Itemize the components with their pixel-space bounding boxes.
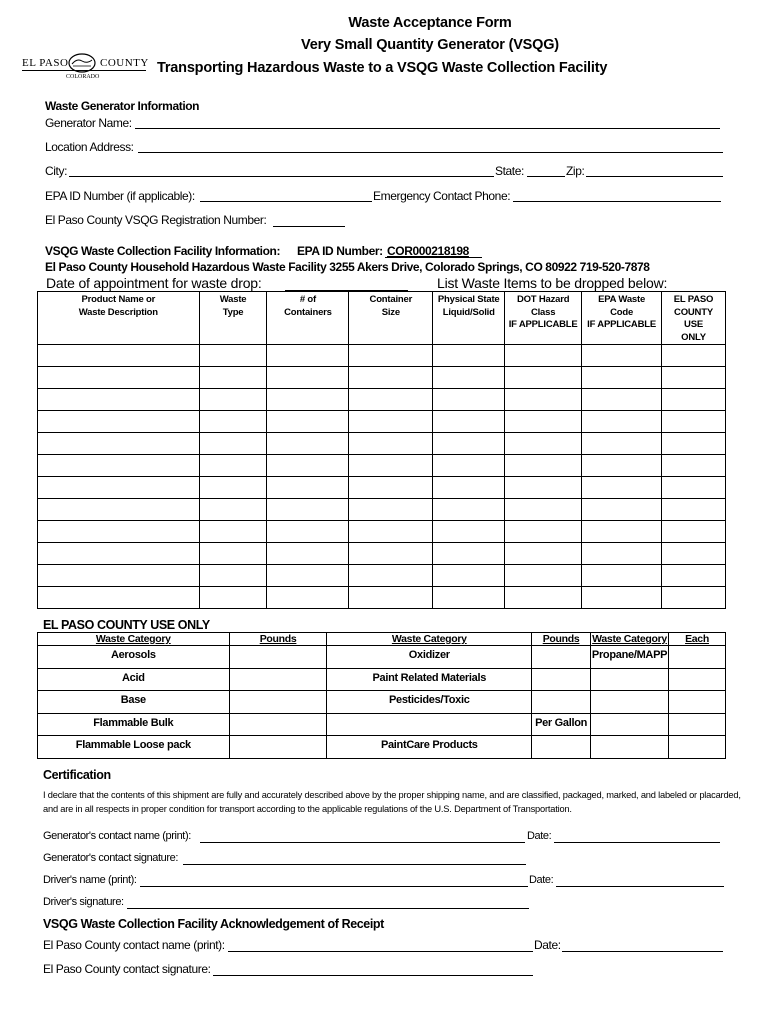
- category-cell[interactable]: [532, 668, 591, 691]
- waste-item-cell[interactable]: [505, 411, 582, 433]
- waste-item-cell[interactable]: [38, 367, 200, 389]
- waste-item-row: [38, 499, 726, 521]
- waste-item-cell[interactable]: [582, 521, 662, 543]
- category-cell: Pesticides/Toxic: [327, 691, 532, 714]
- waste-item-cell[interactable]: [199, 543, 267, 565]
- category-row: [38, 668, 726, 691]
- waste-item-row: [38, 455, 726, 477]
- waste-item-cell[interactable]: [662, 411, 726, 433]
- waste-item-cell[interactable]: [199, 345, 267, 367]
- category-cell[interactable]: [229, 691, 327, 714]
- category-cell[interactable]: [591, 691, 669, 714]
- driver-date-field[interactable]: [556, 886, 724, 887]
- waste-item-cell[interactable]: [505, 345, 582, 367]
- category-cell: Flammable Loose pack: [38, 736, 230, 759]
- waste-item-cell[interactable]: [38, 455, 200, 477]
- list-waste-label: List Waste Items to be dropped below:: [437, 275, 668, 291]
- certification-heading: Certification: [43, 768, 111, 782]
- form-subtitle: Very Small Quantity Generator (VSQG): [301, 37, 559, 53]
- waste-item-row: [38, 389, 726, 411]
- waste-item-cell[interactable]: [662, 367, 726, 389]
- cat-header-waste-category-3: Waste Category: [592, 633, 667, 645]
- waste-item-cell[interactable]: [38, 521, 200, 543]
- waste-item-cell[interactable]: [582, 565, 662, 587]
- category-cell: Flammable Bulk: [38, 713, 230, 736]
- city-label: City:: [45, 164, 68, 178]
- waste-item-row: [38, 345, 726, 367]
- epa-id-field[interactable]: [200, 201, 372, 202]
- location-address-field[interactable]: [138, 152, 723, 153]
- waste-item-cell[interactable]: [582, 367, 662, 389]
- form-subtitle-2: Transporting Hazardous Waste to a VSQG Waste Collection Facility: [157, 60, 608, 76]
- waste-item-cell[interactable]: [267, 521, 349, 543]
- acknowledgement-heading: VSQG Waste Collection Facility Acknowledgement of Receipt: [43, 917, 384, 931]
- category-row: [38, 713, 726, 736]
- waste-item-cell[interactable]: [433, 455, 505, 477]
- waste-item-cell[interactable]: [349, 587, 433, 609]
- waste-item-row: [38, 521, 726, 543]
- waste-item-cell[interactable]: [199, 433, 267, 455]
- waste-item-cell[interactable]: [349, 477, 433, 499]
- waste-item-cell[interactable]: [349, 543, 433, 565]
- form-title: Waste Acceptance Form: [348, 15, 512, 31]
- county-date-field[interactable]: [562, 951, 723, 952]
- waste-item-row: [38, 477, 726, 499]
- waste-item-cell[interactable]: [199, 499, 267, 521]
- header-waste-type: Waste Type: [199, 292, 267, 345]
- waste-item-cell[interactable]: [267, 565, 349, 587]
- waste-item-cell[interactable]: [349, 565, 433, 587]
- generator-name-field[interactable]: [135, 128, 720, 129]
- waste-item-cell[interactable]: [199, 565, 267, 587]
- generator-contact-name-label: Generator's contact name (print):: [43, 830, 191, 842]
- waste-item-cell[interactable]: [433, 499, 505, 521]
- certification-text: I declare that the contents of this shipment are fully and accurately described above by the proper shipping name, and are classified, packaged, marked, and labeled or placarded, and are in all respects in proper condition for transport according to the applicable regulations of the U.S. Department of Transportation.: [43, 790, 741, 814]
- header-containers: # of Containers: [267, 292, 349, 345]
- category-cell: Propane/MAPP: [591, 646, 669, 669]
- waste-item-row: [38, 433, 726, 455]
- cat-header-waste-category-1: Waste Category: [38, 633, 230, 646]
- waste-item-cell[interactable]: [505, 543, 582, 565]
- category-row: [38, 691, 726, 714]
- waste-item-cell[interactable]: [433, 543, 505, 565]
- waste-item-cell[interactable]: [505, 499, 582, 521]
- waste-item-cell[interactable]: [38, 411, 200, 433]
- waste-item-cell[interactable]: [662, 455, 726, 477]
- header-epa-code: EPA Waste Code IF APPLICABLE: [582, 292, 662, 345]
- generator-date-label: Date:: [527, 830, 552, 842]
- county-date-label: Date:: [534, 938, 561, 952]
- waste-item-cell[interactable]: [582, 389, 662, 411]
- city-field[interactable]: [69, 176, 494, 177]
- county-contact-signature-field[interactable]: [213, 975, 533, 976]
- waste-item-cell[interactable]: [349, 389, 433, 411]
- waste-item-cell[interactable]: [199, 521, 267, 543]
- waste-item-cell[interactable]: [505, 367, 582, 389]
- cat-header-pounds-1: Pounds: [229, 633, 327, 646]
- waste-item-cell[interactable]: [505, 455, 582, 477]
- zip-label: Zip:: [566, 164, 585, 178]
- category-cell: Paint Related Materials: [327, 668, 532, 691]
- waste-item-row: [38, 411, 726, 433]
- waste-item-cell[interactable]: [582, 345, 662, 367]
- header-product-name: Product Name or Waste Description: [38, 292, 200, 345]
- generator-name-label: Generator Name:: [45, 116, 132, 130]
- waste-item-cell[interactable]: [433, 433, 505, 455]
- waste-item-cell[interactable]: [199, 411, 267, 433]
- generator-contact-name-field[interactable]: [200, 842, 525, 843]
- waste-item-cell[interactable]: [582, 499, 662, 521]
- waste-item-cell[interactable]: [582, 543, 662, 565]
- category-cell: Per Gallon: [532, 713, 591, 736]
- waste-item-row: [38, 367, 726, 389]
- waste-item-row: [38, 543, 726, 565]
- category-cell[interactable]: [532, 691, 591, 714]
- category-cell: Acid: [38, 668, 230, 691]
- waste-item-cell[interactable]: [505, 389, 582, 411]
- waste-item-cell[interactable]: [267, 499, 349, 521]
- waste-item-cell[interactable]: [38, 565, 200, 587]
- county-use-table: [37, 632, 726, 759]
- waste-item-cell[interactable]: [267, 543, 349, 565]
- driver-date-label: Date:: [529, 874, 554, 886]
- waste-item-cell[interactable]: [662, 565, 726, 587]
- driver-signature-field[interactable]: [127, 908, 529, 909]
- waste-item-cell[interactable]: [267, 411, 349, 433]
- waste-item-cell[interactable]: [433, 411, 505, 433]
- category-cell[interactable]: [669, 668, 726, 691]
- waste-item-cell[interactable]: [582, 433, 662, 455]
- facility-epa-number: COR000218198: [387, 244, 469, 258]
- category-cell[interactable]: [532, 736, 591, 759]
- category-cell: Base: [38, 691, 230, 714]
- waste-item-cell[interactable]: [505, 587, 582, 609]
- waste-item-cell[interactable]: [505, 433, 582, 455]
- waste-item-cell[interactable]: [267, 345, 349, 367]
- category-cell[interactable]: [669, 713, 726, 736]
- waste-item-cell[interactable]: [349, 367, 433, 389]
- waste-item-cell[interactable]: [38, 543, 200, 565]
- emergency-phone-label: Emergency Contact Phone:: [373, 189, 511, 203]
- driver-name-label: Driver's name (print):: [43, 874, 137, 886]
- state-field[interactable]: [527, 176, 565, 177]
- waste-item-cell[interactable]: [349, 521, 433, 543]
- category-cell[interactable]: [591, 668, 669, 691]
- waste-item-cell[interactable]: [199, 389, 267, 411]
- waste-item-cell[interactable]: [662, 433, 726, 455]
- registration-number-label: El Paso County VSQG Registration Number:: [45, 213, 267, 227]
- waste-item-cell[interactable]: [433, 521, 505, 543]
- category-cell[interactable]: [229, 736, 327, 759]
- driver-signature-label: Driver's signature:: [43, 896, 124, 908]
- waste-item-cell[interactable]: [38, 499, 200, 521]
- county-contact-name-field[interactable]: [228, 951, 533, 952]
- header-container-size: Container Size: [349, 292, 433, 345]
- category-cell[interactable]: [591, 736, 669, 759]
- emergency-phone-field[interactable]: [513, 201, 721, 202]
- waste-item-cell[interactable]: [505, 477, 582, 499]
- category-cell[interactable]: [532, 646, 591, 669]
- waste-item-cell[interactable]: [433, 367, 505, 389]
- waste-item-row: [38, 565, 726, 587]
- waste-items-table: [37, 291, 726, 609]
- waste-item-cell[interactable]: [582, 411, 662, 433]
- cat-header-pounds-2: Pounds: [532, 633, 591, 646]
- category-cell[interactable]: [591, 713, 669, 736]
- waste-item-cell[interactable]: [349, 345, 433, 367]
- waste-item-cell[interactable]: [199, 477, 267, 499]
- generator-signature-field[interactable]: [183, 864, 526, 865]
- waste-item-cell[interactable]: [662, 389, 726, 411]
- cat-header-each: Each: [669, 633, 726, 646]
- waste-item-cell[interactable]: [349, 455, 433, 477]
- facility-epa-label: EPA ID Number:: [297, 244, 383, 258]
- waste-item-cell[interactable]: [662, 521, 726, 543]
- waste-item-cell[interactable]: [199, 587, 267, 609]
- driver-name-field[interactable]: [140, 886, 528, 887]
- waste-item-cell[interactable]: [433, 477, 505, 499]
- waste-item-cell[interactable]: [433, 345, 505, 367]
- waste-item-cell[interactable]: [38, 389, 200, 411]
- waste-item-cell[interactable]: [349, 499, 433, 521]
- category-cell: Oxidizer: [327, 646, 532, 669]
- county-contact-name-label: El Paso County contact name (print):: [43, 938, 225, 952]
- facility-address: El Paso County Household Hazardous Waste Facility 3255 Akers Drive, Colorado Springs, CO 80922 719-520-7878: [45, 260, 650, 274]
- waste-item-cell[interactable]: [267, 367, 349, 389]
- waste-item-cell[interactable]: [582, 455, 662, 477]
- waste-item-row: [38, 587, 726, 609]
- waste-item-cell[interactable]: [199, 455, 267, 477]
- category-cell[interactable]: [327, 713, 532, 736]
- waste-item-cell[interactable]: [349, 433, 433, 455]
- county-contact-signature-label: El Paso County contact signature:: [43, 962, 211, 976]
- waste-item-cell[interactable]: [267, 477, 349, 499]
- category-row: [38, 736, 726, 759]
- location-address-label: Location Address:: [45, 140, 134, 154]
- category-cell: Aerosols: [38, 646, 230, 669]
- category-cell: PaintCare Products: [327, 736, 532, 759]
- category-cell[interactable]: [669, 691, 726, 714]
- category-cell[interactable]: [229, 668, 327, 691]
- waste-item-cell[interactable]: [267, 433, 349, 455]
- waste-item-cell[interactable]: [433, 389, 505, 411]
- category-cell[interactable]: [669, 736, 726, 759]
- logo-left-text: EL PASO: [22, 57, 69, 69]
- waste-item-cell[interactable]: [662, 345, 726, 367]
- waste-item-cell[interactable]: [662, 499, 726, 521]
- waste-item-cell[interactable]: [267, 587, 349, 609]
- state-label: State:: [495, 164, 524, 178]
- waste-item-cell[interactable]: [349, 411, 433, 433]
- waste-item-cell[interactable]: [582, 477, 662, 499]
- category-cell[interactable]: [229, 646, 327, 669]
- generator-heading: Waste Generator Information: [45, 99, 200, 113]
- waste-item-cell[interactable]: [433, 565, 505, 587]
- waste-item-cell[interactable]: [662, 543, 726, 565]
- waste-item-cell[interactable]: [267, 455, 349, 477]
- category-row: [38, 646, 726, 669]
- category-cell[interactable]: [669, 646, 726, 669]
- epa-id-label: EPA ID Number (if applicable):: [45, 189, 195, 203]
- waste-item-cell[interactable]: [433, 587, 505, 609]
- waste-item-cell[interactable]: [38, 587, 200, 609]
- category-cell[interactable]: [229, 713, 327, 736]
- appointment-date-label: Date of appointment for waste drop:: [46, 275, 262, 291]
- facility-info-label: VSQG Waste Collection Facility Information:: [45, 244, 281, 258]
- el-paso-county-logo: [22, 48, 149, 86]
- registration-number-field[interactable]: [273, 226, 345, 227]
- waste-item-cell[interactable]: [582, 587, 662, 609]
- header-dot-hazard: DOT Hazard Class IF APPLICABLE: [505, 292, 582, 345]
- waste-item-cell[interactable]: [267, 389, 349, 411]
- waste-item-cell[interactable]: [505, 521, 582, 543]
- header-county-use: EL PASO COUNTY USE ONLY: [662, 292, 726, 345]
- county-use-heading: EL PASO COUNTY USE ONLY: [43, 618, 210, 632]
- waste-item-cell[interactable]: [505, 565, 582, 587]
- logo-right-text: COUNTY: [100, 57, 149, 69]
- waste-item-cell[interactable]: [662, 477, 726, 499]
- generator-signature-label: Generator's contact signature:: [43, 852, 179, 864]
- header-physical-state: Physical State Liquid/Solid: [433, 292, 505, 345]
- waste-item-cell[interactable]: [662, 587, 726, 609]
- generator-date-field[interactable]: [554, 842, 720, 843]
- logo-sub-text: COLORADO: [66, 74, 100, 80]
- waste-item-cell[interactable]: [38, 345, 200, 367]
- cat-header-waste-category-2: Waste Category: [327, 633, 532, 646]
- waste-item-cell[interactable]: [38, 477, 200, 499]
- waste-item-cell[interactable]: [199, 367, 267, 389]
- zip-field[interactable]: [586, 176, 723, 177]
- waste-item-cell[interactable]: [38, 433, 200, 455]
